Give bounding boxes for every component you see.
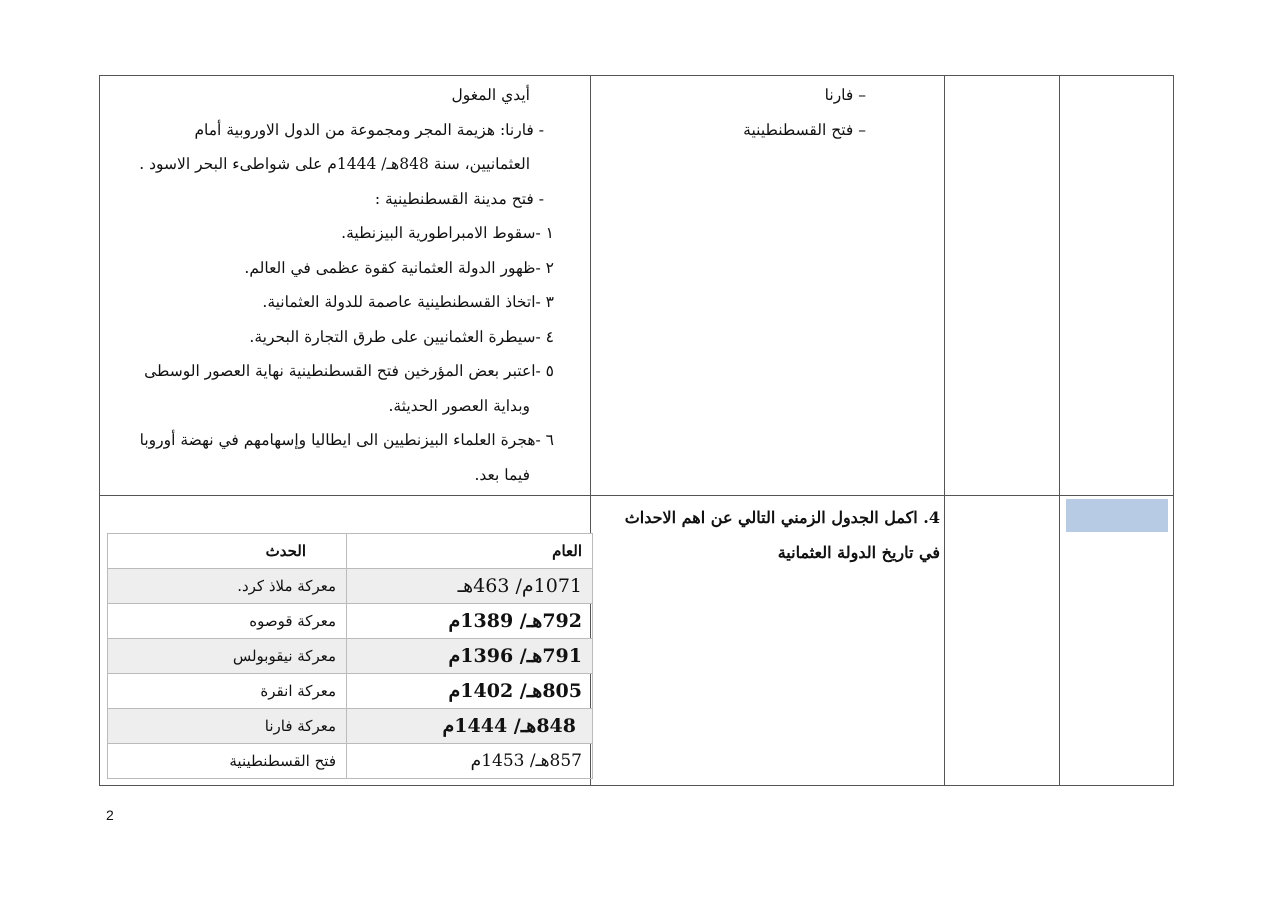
result-item: ٣ -اتخاذ القسطنطينية عاصمة للدولة العثمانية. (262, 293, 554, 311)
event-cell: معركة قوصوه (108, 604, 347, 639)
header-event: الحدث (108, 534, 347, 569)
question-text (596, 500, 940, 570)
page-number: 2 (106, 807, 114, 823)
year-cell: 1071م/ 463هـ (347, 569, 593, 604)
topic-varna: – فارنا (824, 86, 866, 104)
explanation-cell (108, 78, 554, 492)
right-topics-cell (600, 78, 866, 147)
text-line: أيدي المغول (451, 86, 530, 104)
result-item: ٦ -هجرة العلماء البيزنطيين الى ايطاليا وإسهامهم في نهضة أوروبا (139, 431, 554, 449)
highlight-box (1066, 499, 1168, 532)
table-row (108, 569, 593, 604)
year-cell: 792هـ/ 1389م (347, 604, 593, 639)
event-cell: معركة انقرة (108, 674, 347, 709)
result-item: ٤ -سيطرة العثمانيين على طرق التجارة البحرية. (249, 327, 554, 346)
event-cell: معركة ملاذ كرد. (108, 569, 347, 604)
result-item: فيما بعد. (474, 465, 530, 484)
table-header-row (108, 534, 593, 569)
result-item: ١ -سقوط الامبراطورية البيزنطية. (341, 224, 554, 242)
table-row (108, 604, 593, 639)
question-line: في تاريخ الدولة العثمانية (777, 543, 940, 562)
question-line: 4. اكمل الجدول الزمني التالي عن اهم الاحداث (624, 508, 940, 527)
year-cell: 805هـ/ 1402م (347, 674, 593, 709)
year-cell: 848هـ/ 1444م (347, 709, 593, 744)
result-item: وبداية العصور الحديثة. (388, 396, 530, 415)
text-line: العثمانيين، سنة 848هـ/ 1444م على شواطىء البحر الاسود . (139, 155, 530, 173)
timeline-table (107, 533, 593, 779)
year-cell: 857هـ/ 1453م (347, 744, 593, 779)
event-cell: معركة نيقوبولس (108, 639, 347, 674)
text-line: - فتح مدينة القسطنطينية : (374, 189, 544, 208)
column-divider (1059, 75, 1060, 786)
result-item: ٥ -اعتبر بعض المؤرخين فتح القسطنطينية نهاية العصور الوسطى (144, 362, 554, 380)
table-row (108, 639, 593, 674)
year-cell: 791هـ/ 1396م (347, 639, 593, 674)
topic-constantinople: – فتح القسطنطينية (743, 120, 866, 139)
table-row (108, 744, 593, 779)
result-item: ٢ -ظهور الدولة العثمانية كقوة عظمى في العالم. (244, 258, 554, 277)
text-line: - فارنا: هزيمة المجر ومجموعة من الدول الاوروبية أمام (194, 120, 544, 139)
event-cell: فتح القسطنطينية (108, 744, 347, 779)
event-cell: معركة فارنا (108, 709, 347, 744)
row-divider (99, 495, 1174, 496)
column-divider (944, 75, 945, 786)
header-year: العام (347, 534, 593, 569)
table-row (108, 674, 593, 709)
table-row (108, 709, 593, 744)
